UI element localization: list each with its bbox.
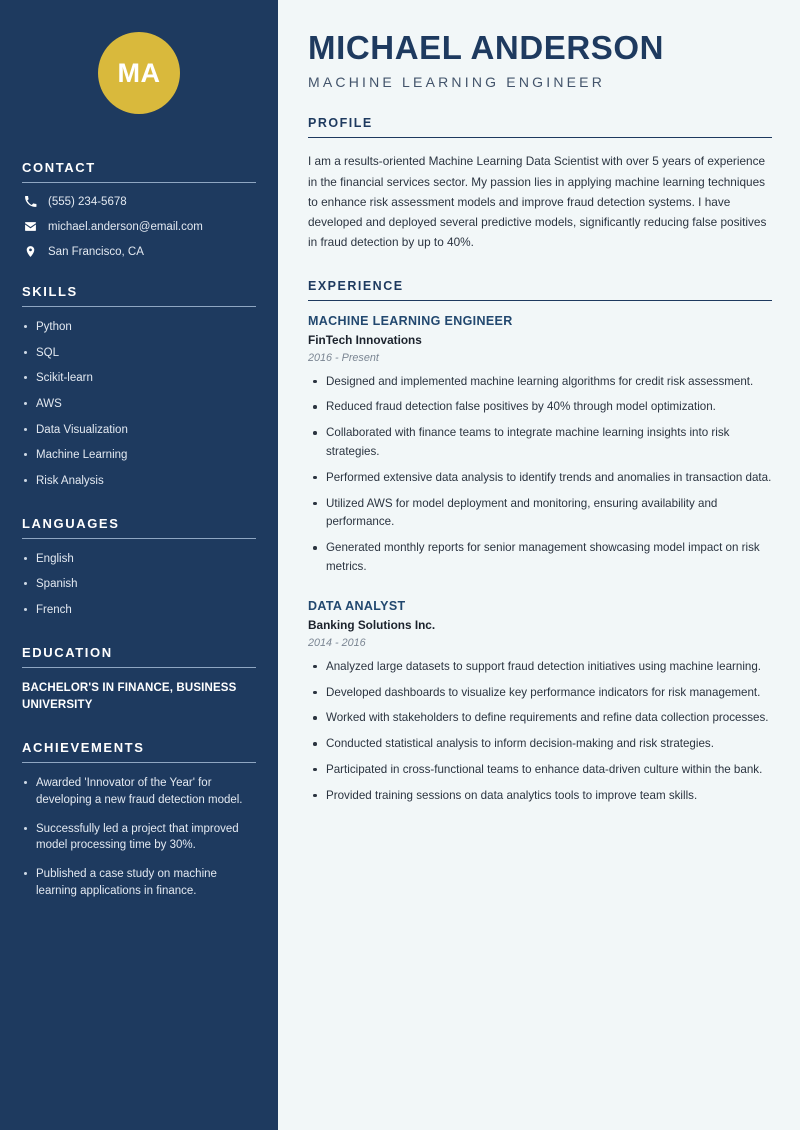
contact-divider — [22, 182, 256, 183]
main-content — [278, 0, 800, 1130]
skills-section — [22, 284, 256, 490]
languages-section — [22, 516, 256, 619]
list-item: Designed and implemented machine learning algorithms for credit risk assessment. — [308, 373, 772, 392]
job-bullet-list — [308, 658, 772, 806]
languages-section-title: LANGUAGES — [22, 515, 120, 531]
profile-section-title: PROFILE — [308, 116, 373, 131]
list-item: Scikit-learn — [22, 370, 256, 387]
list-item: Reduced fraud detection false positives by 40% through model optimization. — [308, 398, 772, 417]
list-item: Analyzed large datasets to support fraud detection initiatives using machine learning. — [308, 658, 772, 677]
experience-entry — [308, 599, 772, 806]
list-item: Participated in cross-functional teams to enhance data-driven culture within the bank. — [308, 761, 772, 780]
list-item: Generated monthly reports for senior management showcasing model impact on risk metrics. — [308, 539, 772, 577]
education-section — [22, 645, 256, 715]
profile-text: I am a results-oriented Machine Learning Data Scientist with over 5 years of experience in the financial services sector. My passion lies in applying machine learning techniques to enhance risk assessment models and improve fraud detection systems. I have developed and deployed several predictive models, significantly reducing false positives in fraud detection by up to 40%. — [308, 154, 767, 250]
profile-divider — [308, 137, 772, 138]
job-title: DATA ANALYST — [308, 598, 406, 613]
list-item: Successfully led a project that improved model processing time by 30%. — [22, 821, 256, 854]
list-item: SQL — [22, 345, 256, 362]
job-company: Banking Solutions Inc. — [308, 617, 436, 632]
list-item: Spanish — [22, 576, 256, 593]
contact-location-value: San Francisco, CA — [48, 245, 144, 258]
education-entry: BACHELOR'S IN FINANCE, BUSINESS UNIVERSITY — [22, 681, 237, 711]
education-divider — [22, 667, 256, 668]
contact-item-email — [22, 220, 256, 233]
list-item: French — [22, 602, 256, 619]
contact-email-value: michael.anderson@email.com — [48, 220, 203, 233]
phone-icon — [22, 195, 38, 208]
education-section-title: EDUCATION — [22, 644, 113, 660]
sidebar — [0, 0, 278, 1130]
list-item: English — [22, 551, 256, 568]
experience-section-title: EXPERIENCE — [308, 278, 404, 293]
profile-section — [308, 116, 772, 252]
contact-phone-value: (555) 234-5678 — [48, 195, 127, 208]
avatar-initials: MA — [117, 57, 161, 88]
contact-section — [22, 160, 256, 258]
list-item: Machine Learning — [22, 447, 256, 464]
location-pin-icon — [22, 245, 38, 258]
skills-section-title: SKILLS — [22, 284, 78, 299]
list-item: Awarded 'Innovator of the Year' for developing a new fraud detection model. — [22, 775, 256, 808]
list-item: AWS — [22, 396, 256, 413]
skills-list — [22, 319, 256, 490]
skills-divider — [22, 306, 256, 307]
list-item: Python — [22, 319, 256, 336]
achievements-divider — [22, 762, 256, 763]
list-item: Utilized AWS for model deployment and monitoring, ensuring availability and performance. — [308, 495, 772, 533]
experience-section — [308, 279, 772, 806]
experience-entry — [308, 314, 772, 577]
achievements-section — [22, 740, 256, 899]
languages-divider — [22, 538, 256, 539]
list-item: Conducted statistical analysis to inform decision-making and risk strategies. — [308, 735, 772, 754]
experience-divider — [308, 300, 772, 301]
contact-item-phone — [22, 195, 256, 208]
list-item: Data Visualization — [22, 422, 256, 439]
envelope-icon — [22, 220, 38, 233]
list-item: Developed dashboards to visualize key performance indicators for risk management. — [308, 684, 772, 703]
list-item: Published a case study on machine learning applications in finance. — [22, 866, 256, 899]
list-item: Performed extensive data analysis to identify trends and anomalies in transaction data. — [308, 469, 772, 488]
job-bullet-list — [308, 373, 772, 577]
achievements-section-title: ACHIEVEMENTS — [22, 740, 145, 756]
job-role-subtitle: MACHINE LEARNING ENGINEER — [308, 74, 606, 91]
contact-item-location — [22, 245, 256, 258]
avatar — [98, 32, 180, 114]
list-item: Collaborated with finance teams to integrate machine learning insights into risk strategies. — [308, 424, 772, 462]
job-company: FinTech Innovations — [308, 332, 422, 347]
job-title: MACHINE LEARNING ENGINEER — [308, 313, 513, 328]
job-dates: 2016 - Present — [308, 351, 379, 364]
contact-section-title: CONTACT — [22, 160, 96, 175]
contact-list — [22, 195, 256, 258]
job-dates: 2014 - 2016 — [308, 636, 366, 649]
achievements-list — [22, 775, 256, 899]
avatar-container — [22, 0, 256, 160]
list-item: Risk Analysis — [22, 473, 256, 490]
page-title: MICHAEL ANDERSON — [308, 29, 665, 66]
list-item: Provided training sessions on data analytics tools to improve team skills. — [308, 787, 772, 806]
languages-list — [22, 551, 256, 619]
list-item: Worked with stakeholders to define requirements and refine data collection processes. — [308, 709, 772, 728]
